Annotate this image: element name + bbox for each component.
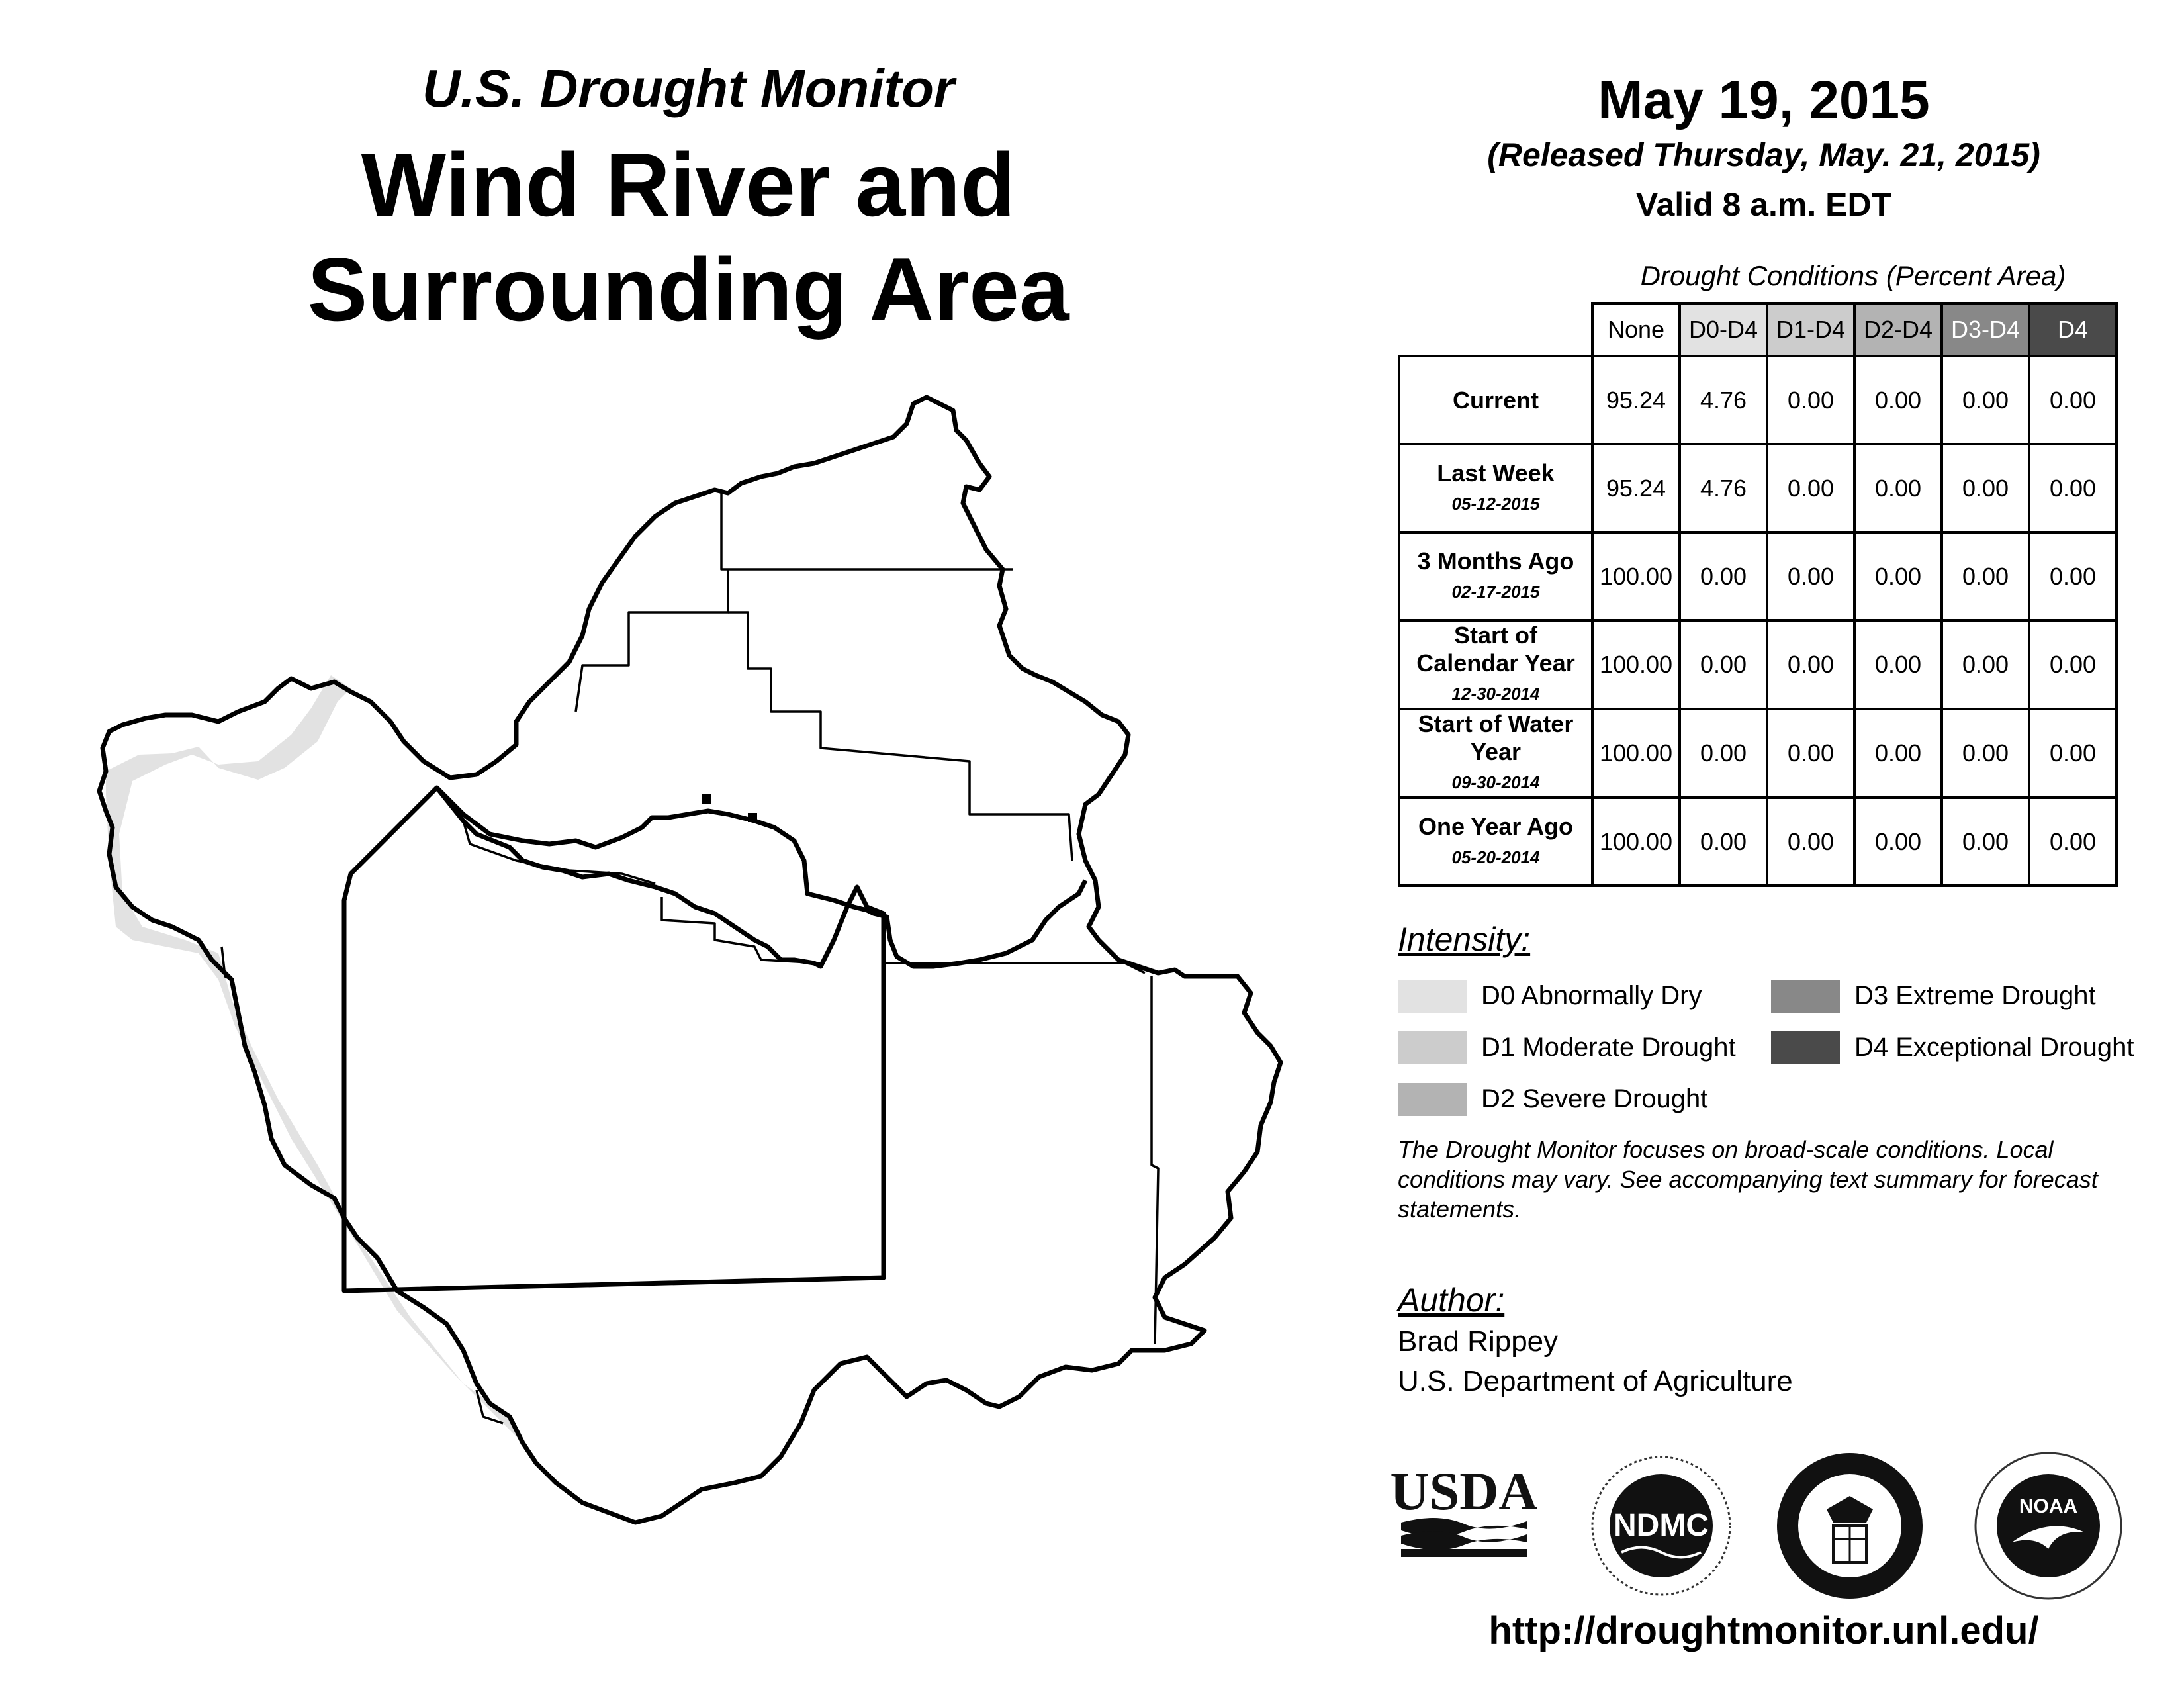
table-cell: 0.00 <box>1767 444 1854 532</box>
table-cell: 0.00 <box>1854 798 1942 886</box>
row-label-text: Current <box>1452 386 1539 414</box>
row-label-text: One Year Ago <box>1418 812 1574 840</box>
legend-heading: Intensity: <box>1398 921 1531 958</box>
noaa-seal <box>1972 1450 2124 1602</box>
table-cell: 0.00 <box>1854 709 1942 798</box>
title-line-2: Surrounding Area <box>307 239 1069 340</box>
row-label <box>1399 532 1592 620</box>
valid-time: Valid 8 a.m. EDT <box>1635 186 1892 223</box>
table-cell: 4.76 <box>1680 444 1767 532</box>
column-header-d2-d4: D2-D4 <box>1854 303 1942 356</box>
source-url[interactable]: http://droughtmonitor.unl.edu/ <box>1488 1609 2039 1652</box>
table-cell: 4.76 <box>1680 356 1767 444</box>
table-cell: 0.00 <box>1942 444 2029 532</box>
column-header-none: None <box>1592 303 1680 356</box>
table-cell: 0.00 <box>1767 798 1854 886</box>
ndmc-logo-text: NDMC <box>1614 1508 1709 1543</box>
table-corner <box>1399 303 1592 356</box>
table-cell: 100.00 <box>1592 798 1680 886</box>
legend-swatch-d0 <box>1398 980 1467 1013</box>
row-date: 02-17-2015 <box>1451 581 1540 602</box>
row-label-text: Start of Calendar Year <box>1416 622 1575 677</box>
table-cell: 0.00 <box>1767 620 1854 709</box>
map-date: May 19, 2015 <box>1598 70 1930 130</box>
table-cell: 0.00 <box>1942 620 2029 709</box>
row-date: 05-12-2015 <box>1451 493 1540 514</box>
table-cell: 0.00 <box>1767 356 1854 444</box>
table-cell: 0.00 <box>2029 356 2116 444</box>
table-header-row <box>1399 303 2116 356</box>
table-row <box>1399 356 2116 444</box>
table-cell: 0.00 <box>1942 709 2029 798</box>
row-label <box>1399 620 1592 709</box>
table-cell: 0.00 <box>1942 532 2029 620</box>
table-cell: 0.00 <box>1680 620 1767 709</box>
row-date: 05-20-2014 <box>1451 847 1540 867</box>
legend-swatch-d4 <box>1771 1031 1840 1064</box>
author-organization: U.S. Department of Agriculture <box>1398 1365 1793 1397</box>
table-cell: 0.00 <box>1680 798 1767 886</box>
legend-swatch-d2 <box>1398 1083 1467 1116</box>
row-label-text: Last Week <box>1437 459 1555 487</box>
map-marker <box>702 794 711 804</box>
table-cell: 100.00 <box>1592 620 1680 709</box>
table-cell: 0.00 <box>1854 620 1942 709</box>
table-cell: 0.00 <box>1854 356 1942 444</box>
column-header-d4: D4 <box>2029 303 2116 356</box>
table-cell: 0.00 <box>1680 709 1767 798</box>
table-cell: 0.00 <box>2029 620 2116 709</box>
table-cell: 0.00 <box>1942 798 2029 886</box>
region-outer-boundary <box>99 397 1281 1523</box>
legend-label-d0: D0 Abnormally Dry <box>1481 981 1702 1010</box>
table-row <box>1399 620 2116 709</box>
table-cell: 0.00 <box>2029 532 2116 620</box>
table-row <box>1399 532 2116 620</box>
column-header-d0-d4: D0-D4 <box>1680 303 1767 356</box>
row-label-text: Start of Water Year <box>1418 710 1574 765</box>
row-label <box>1399 444 1592 532</box>
row-label <box>1399 798 1592 886</box>
legend-label-d4: D4 Exceptional Drought <box>1854 1033 2134 1062</box>
legend-swatch-d1 <box>1398 1031 1467 1064</box>
row-date: 12-30-2014 <box>1451 684 1540 704</box>
table-cell: 0.00 <box>1767 532 1854 620</box>
map-supertitle: U.S. Drought Monitor <box>422 59 955 118</box>
table-title: Drought Conditions (Percent Area) <box>1640 260 2066 291</box>
table-cell: 95.24 <box>1592 356 1680 444</box>
table-cell: 0.00 <box>1854 444 1942 532</box>
table-row <box>1399 444 2116 532</box>
department-of-commerce-seal <box>1774 1450 1926 1602</box>
usda-logo <box>1390 1461 1538 1562</box>
d0-abnormally-dry-area <box>106 675 523 1443</box>
table-cell: 0.00 <box>2029 709 2116 798</box>
legend-label-d2: D2 Severe Drought <box>1481 1084 1708 1113</box>
disclaimer-note: The Drought Monitor focuses on broad-scale conditions. Local conditions may vary. See accompanying text summary for forecast statements. <box>1398 1136 2098 1223</box>
author-heading: Author: <box>1398 1282 1505 1319</box>
row-label-text: 3 Months Ago <box>1417 547 1574 575</box>
table-cell: 0.00 <box>1854 532 1942 620</box>
usda-logo-text: USDA <box>1390 1461 1538 1521</box>
column-header-d1-d4: D1-D4 <box>1767 303 1854 356</box>
column-header-d3-d4: D3-D4 <box>1942 303 2029 356</box>
drought-conditions-table <box>1398 302 2118 887</box>
table-cell: 0.00 <box>2029 444 2116 532</box>
title-line-1: Wind River and <box>361 134 1016 235</box>
table-cell: 95.24 <box>1592 444 1680 532</box>
table-row <box>1399 709 2116 798</box>
row-date: 09-30-2014 <box>1451 773 1540 792</box>
table-cell: 100.00 <box>1592 532 1680 620</box>
row-label <box>1399 709 1592 798</box>
ndmc-seal <box>1588 1453 1734 1599</box>
map-marker <box>748 813 757 822</box>
table-cell: 0.00 <box>2029 798 2116 886</box>
table-cell: 0.00 <box>1767 709 1854 798</box>
table-cell: 0.00 <box>1680 532 1767 620</box>
row-label <box>1399 356 1592 444</box>
release-date: (Released Thursday, May. 21, 2015) <box>1487 136 2040 173</box>
table-row <box>1399 798 2116 886</box>
author-name: Brad Rippey <box>1398 1325 1559 1358</box>
legend-label-d1: D1 Moderate Drought <box>1481 1033 1736 1062</box>
legend-label-d3: D3 Extreme Drought <box>1854 981 2096 1010</box>
table-cell: 100.00 <box>1592 709 1680 798</box>
table-cell: 0.00 <box>1942 356 2029 444</box>
legend-swatch-d3 <box>1771 980 1840 1013</box>
noaa-logo-text: NOAA <box>2019 1495 2078 1517</box>
